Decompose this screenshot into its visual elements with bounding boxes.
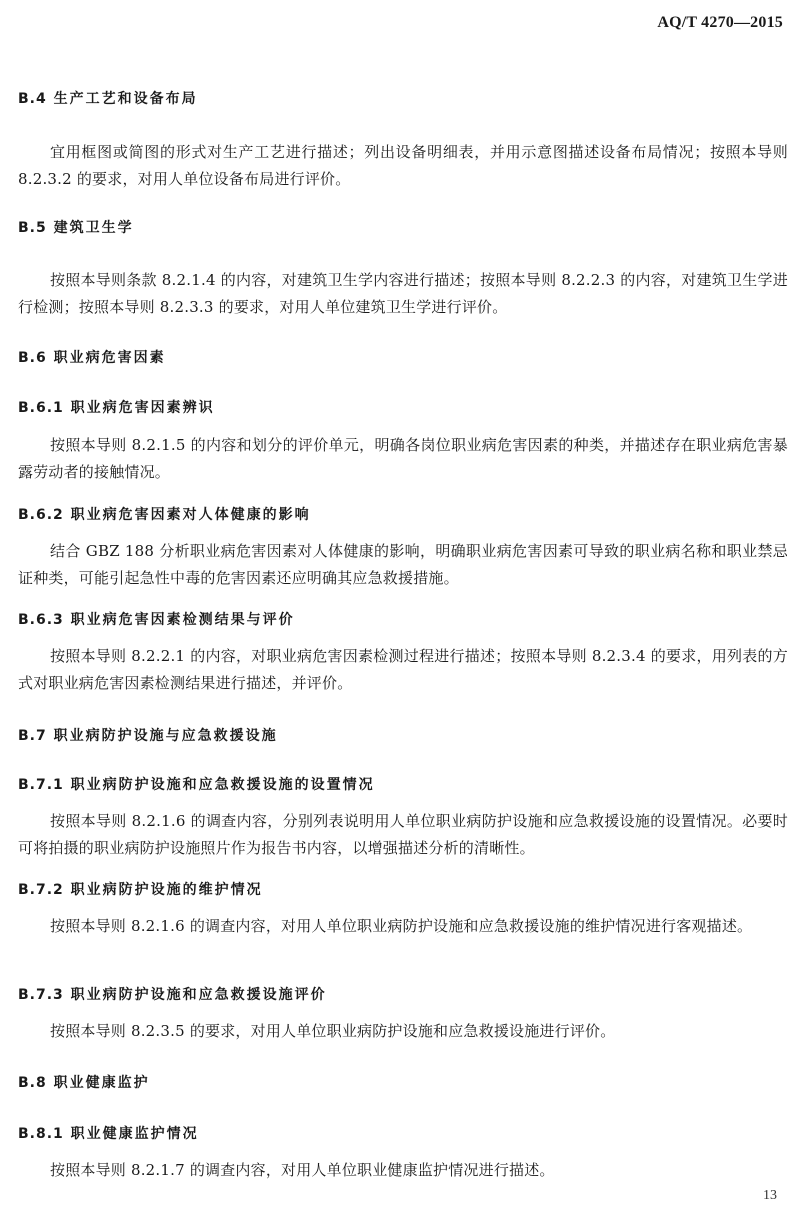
section-paragraph-b73: 按照本导则 8.2.3.5 的要求，对用人单位职业病防护设施和应急救援设施进行评价。 [50, 1022, 616, 1040]
section-paragraph-b62: 结合 GBZ 188 分析职业病危害因素对人体健康的影响，明确职业病危害因素可导致的职业病名称和职业禁忌证种类，可能引起急性中毒的危害因素还应明确其应急救援措施。 [18, 542, 788, 587]
section-title: 职业病危害因素对人体健康的影响 [70, 507, 311, 523]
section-number: B.6.2 [18, 507, 64, 523]
section-number: B.7.2 [18, 882, 64, 898]
section-heading-b8 [18, 1073, 150, 1093]
section-number: B.4 [18, 91, 47, 107]
section-paragraph-b61: 按照本导则 8.2.1.5 的内容和划分的评价单元，明确各岗位职业病危害因素的种类，并描述存在职业病危害暴露劳动者的接触情况。 [18, 436, 788, 481]
section-title: 职业病防护设施和应急救援设施的设置情况 [70, 777, 375, 793]
section-title: 建筑卫生学 [53, 220, 134, 236]
document-code-header: AQ/T 4270—2015 [657, 14, 783, 31]
section-title: 职业健康监护 [53, 1075, 150, 1091]
section-number: B.6.1 [18, 400, 64, 416]
section-heading-b81 [18, 1124, 199, 1144]
section-number: B.7.3 [18, 987, 64, 1003]
section-number: B.7 [18, 728, 47, 744]
section-paragraph-b72: 按照本导则 8.2.1.6 的调查内容，对用人单位职业病防护设施和应急救援设施的维护情况进行客观描述。 [50, 917, 753, 935]
section-number: B.8 [18, 1075, 47, 1091]
section-title: 职业病防护设施的维护情况 [70, 882, 263, 898]
section-title: 职业病防护设施和应急救援设施评价 [70, 987, 327, 1003]
section-paragraph-b71: 按照本导则 8.2.1.6 的调查内容，分别列表说明用人单位职业病防护设施和应急救援设施的设置情况。必要时可将拍摄的职业病防护设施照片作为报告书内容，以增强描述分析的清晰性。 [18, 812, 788, 857]
section-number: B.8.1 [18, 1126, 64, 1142]
section-heading-b62 [18, 505, 311, 525]
page-number: 13 [763, 1188, 777, 1203]
section-paragraph-b81: 按照本导则 8.2.1.7 的调查内容，对用人单位职业健康监护情况进行描述。 [50, 1161, 555, 1179]
section-paragraph-b5: 按照本导则条款 8.2.1.4 的内容，对建筑卫生学内容进行描述；按照本导则 8.2.2.3 的内容，对建筑卫生学进行检测；按照本导则 8.2.3.3 的要求，对用人单位建筑卫生学进行评价。 [18, 271, 788, 316]
section-title: 职业病危害因素辨识 [70, 400, 215, 416]
section-title: 生产工艺和设备布局 [53, 91, 198, 107]
section-number: B.7.1 [18, 777, 64, 793]
section-title: 职业健康监护情况 [70, 1126, 199, 1142]
section-heading-b72 [18, 880, 263, 900]
section-number: B.6.3 [18, 612, 64, 628]
section-heading-b73 [18, 985, 327, 1005]
section-heading-b5 [18, 218, 134, 238]
section-title: 职业病危害因素 [53, 350, 166, 366]
section-heading-b71 [18, 775, 375, 795]
section-paragraph-b4: 宜用框图或简图的形式对生产工艺进行描述；列出设备明细表，并用示意图描述设备布局情况；按照本导则 8.2.3.2 的要求，对用人单位设备布局进行评价。 [18, 143, 788, 188]
section-heading-b61 [18, 398, 215, 418]
section-heading-b4 [18, 89, 198, 109]
section-heading-b6 [18, 348, 166, 368]
section-title: 职业病防护设施与应急救援设施 [53, 728, 278, 744]
section-number: B.6 [18, 350, 47, 366]
section-paragraph-b63: 按照本导则 8.2.2.1 的内容，对职业病危害因素检测过程进行描述；按照本导则 8.2.3.4 的要求，用列表的方式对职业病危害因素检测结果进行描述，并评价。 [18, 647, 788, 692]
section-number: B.5 [18, 220, 47, 236]
section-heading-b63 [18, 610, 295, 630]
section-title: 职业病危害因素检测结果与评价 [70, 612, 295, 628]
section-heading-b7 [18, 726, 278, 746]
